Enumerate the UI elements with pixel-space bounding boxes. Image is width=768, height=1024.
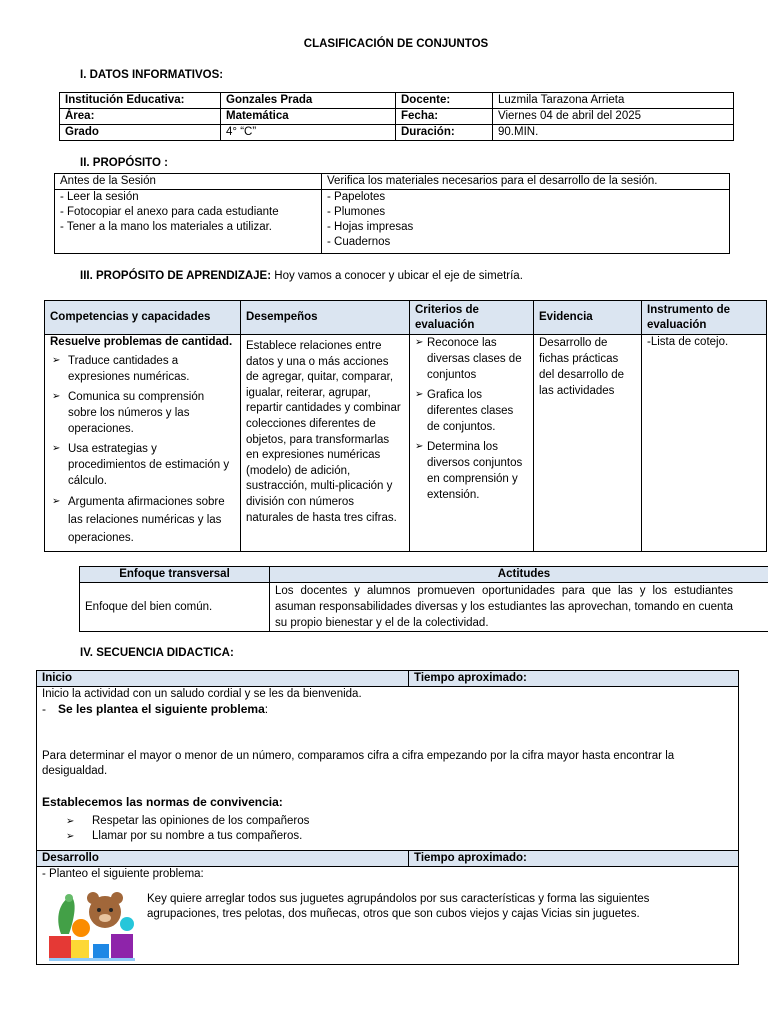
enfoque-name: Enfoque del bien común. [80, 583, 270, 632]
section-secuencia-heading: IV. SECUENCIA DIDACTICA: [80, 647, 234, 659]
label-area: Área: [60, 109, 221, 125]
list-item: ➢ Determina los diversos conjuntos en comprensión y extensión. [413, 439, 528, 503]
inicio-label: Inicio [37, 671, 409, 687]
table-row [55, 190, 730, 254]
header-enfoque: Enfoque transversal [80, 567, 270, 583]
list-item: ➢ Llamar por su nombre a tus compañeros. [64, 829, 733, 844]
label-institucion: Institución Educativa: [60, 93, 221, 109]
table-row [45, 301, 767, 335]
list-item: - Cuadernos [327, 236, 391, 248]
inicio-line1: Inicio la actividad con un saludo cordial y se les da bienvenida. [42, 688, 362, 700]
header-criterios: Criterios de evaluación [410, 301, 534, 335]
inicio-content [37, 687, 739, 851]
aprendizaje-table [44, 300, 767, 552]
label-grado: Grado [60, 125, 221, 141]
instrumento-cell: -Lista de cotejo. [642, 335, 767, 552]
table-row [60, 125, 734, 141]
evidencia-cell: Desarrollo de fichas prácticas del desarrollo de las actividades [534, 335, 642, 552]
verifica-header: Verifica los materiales necesarios para el desarrollo de la sesión. [322, 174, 730, 190]
list-item: - Tener a la mano los materiales a utilizar. [60, 221, 272, 233]
list-item: ➢ Traduce cantidades a expresiones numéricas. [50, 353, 235, 385]
value-grado: 4° “C” [221, 125, 396, 141]
table-row [55, 174, 730, 190]
section-proposito-heading: II. PROPÓSITO : [80, 157, 168, 169]
proposito-table [54, 173, 730, 254]
list-item: ➢ Reconoce las diversas clases de conjuntos [413, 335, 528, 383]
colon: : [264, 702, 269, 716]
header-instrumento: Instrumento de evaluación [642, 301, 767, 335]
criterios-cell [410, 335, 534, 552]
aprendizaje-text: Hoy vamos a conocer y ubicar el eje de simetría. [271, 270, 523, 282]
capacidades-list [50, 353, 235, 547]
value-fecha: Viernes 04 de abril del 2025 [493, 109, 734, 125]
list-item: - Leer la sesión [60, 191, 139, 203]
normas-list [64, 814, 733, 844]
value-institucion: Gonzales Prada [221, 93, 396, 109]
table-row [80, 567, 768, 583]
table-row [60, 109, 734, 125]
list-item: ➢ Comunica su comprensión sobre los números y las operaciones. [50, 389, 235, 437]
header-actitudes: Actitudes [270, 567, 768, 583]
table-row [37, 851, 739, 867]
header-competencias: Competencias y capacidades [45, 301, 241, 335]
desempeno-cell: Establece relaciones entre datos y una o más acciones de agregar, quitar, comparar, igualar, reiterar, agrupar, repartir cantidades y combinar colecciones diferentes de objetos, para transformarlas en expresiones numéricas (modelo) de adición, sustracción, multi-plicación y división con números naturales de hasta tres cifras. [241, 335, 410, 552]
actitud-text: Los docentes y alumnos promueven oportunidades para que las y los estudiantes asuman responsabilidades diversas y los estudiantes las aprovechan, tomando en cuenta su propio bienestar y el de la colectividad. [270, 583, 768, 632]
list-item: - Plumones [327, 206, 386, 218]
toys-illustration-icon [47, 888, 137, 962]
label-docente: Docente: [396, 93, 493, 109]
table-row [37, 671, 739, 687]
table-row [37, 867, 739, 965]
competencias-cell [45, 335, 241, 552]
antes-sesion-header: Antes de la Sesión [55, 174, 322, 190]
table-row [60, 93, 734, 109]
label-fecha: Fecha: [396, 109, 493, 125]
table-row [37, 687, 739, 851]
table-row [80, 583, 768, 632]
section-aprendizaje-line [80, 270, 523, 282]
datos-table [59, 92, 734, 141]
header-desempenos: Desempeños [241, 301, 410, 335]
inicio-tiempo-label: Tiempo aproximado: [409, 671, 739, 687]
list-item: ➢ Argumenta afirmaciones sobre las relaciones numéricas y las operaciones. [50, 493, 235, 547]
inicio-problem-line [42, 702, 733, 717]
page-title: CLASIFICACIÓN DE CONJUNTOS [303, 38, 489, 50]
label-duracion: Duración: [396, 125, 493, 141]
value-duracion: 90.MIN. [493, 125, 734, 141]
table-row [45, 335, 767, 552]
list-item: - Papelotes [327, 191, 386, 203]
list-item: - Fotocopiar el anexo para cada estudiante [60, 206, 279, 218]
list-item: ➢ Usa estrategias y procedimientos de estimación y cálculo. [50, 441, 235, 489]
antes-sesion-list [55, 190, 322, 254]
criterios-list [413, 335, 528, 503]
desarrollo-content [37, 867, 739, 965]
dash: - [42, 702, 46, 716]
section-datos-heading: I. DATOS INFORMATIVOS: [80, 69, 224, 81]
section-aprendizaje-heading: III. PROPÓSITO DE APRENDIZAJE: [80, 270, 272, 282]
inicio-paragraph: Para determinar el mayor o menor de un número, comparamos cifra a cifra empezando por la cifra mayor hasta encontrar la desigualdad. [42, 750, 675, 777]
desarrollo-tiempo-label: Tiempo aproximado: [409, 851, 739, 867]
list-item: ➢ Grafica los diferentes clases de conjuntos. [413, 387, 528, 435]
problema-text: Key quiere arreglar todos sus juguetes agrupándolos por sus características y forma las siguientes agrupaciones, tres pelotas, dos muñecas, otros que son cubos viejos y cajas Vicias sin juguetes. [147, 893, 650, 920]
list-item: ➢ Respetar las opiniones de los compañeros [64, 814, 733, 829]
list-item: - Hojas impresas [327, 221, 414, 233]
competencia-title: Resuelve problemas de cantidad. [50, 336, 233, 348]
secuencia-table [36, 670, 739, 965]
inicio-problem: Se les plantea el siguiente problema [58, 702, 265, 716]
materiales-list [322, 190, 730, 254]
enfoque-table [79, 566, 768, 632]
desarrollo-label: Desarrollo [37, 851, 409, 867]
value-area: Matemática [221, 109, 396, 125]
value-docente: Luzmila Tarazona Arrieta [493, 93, 734, 109]
desarrollo-line1: - Planteo el siguiente problema: [42, 868, 204, 880]
header-evidencia: Evidencia [534, 301, 642, 335]
normas-title: Establecemos las normas de convivencia: [42, 795, 283, 809]
